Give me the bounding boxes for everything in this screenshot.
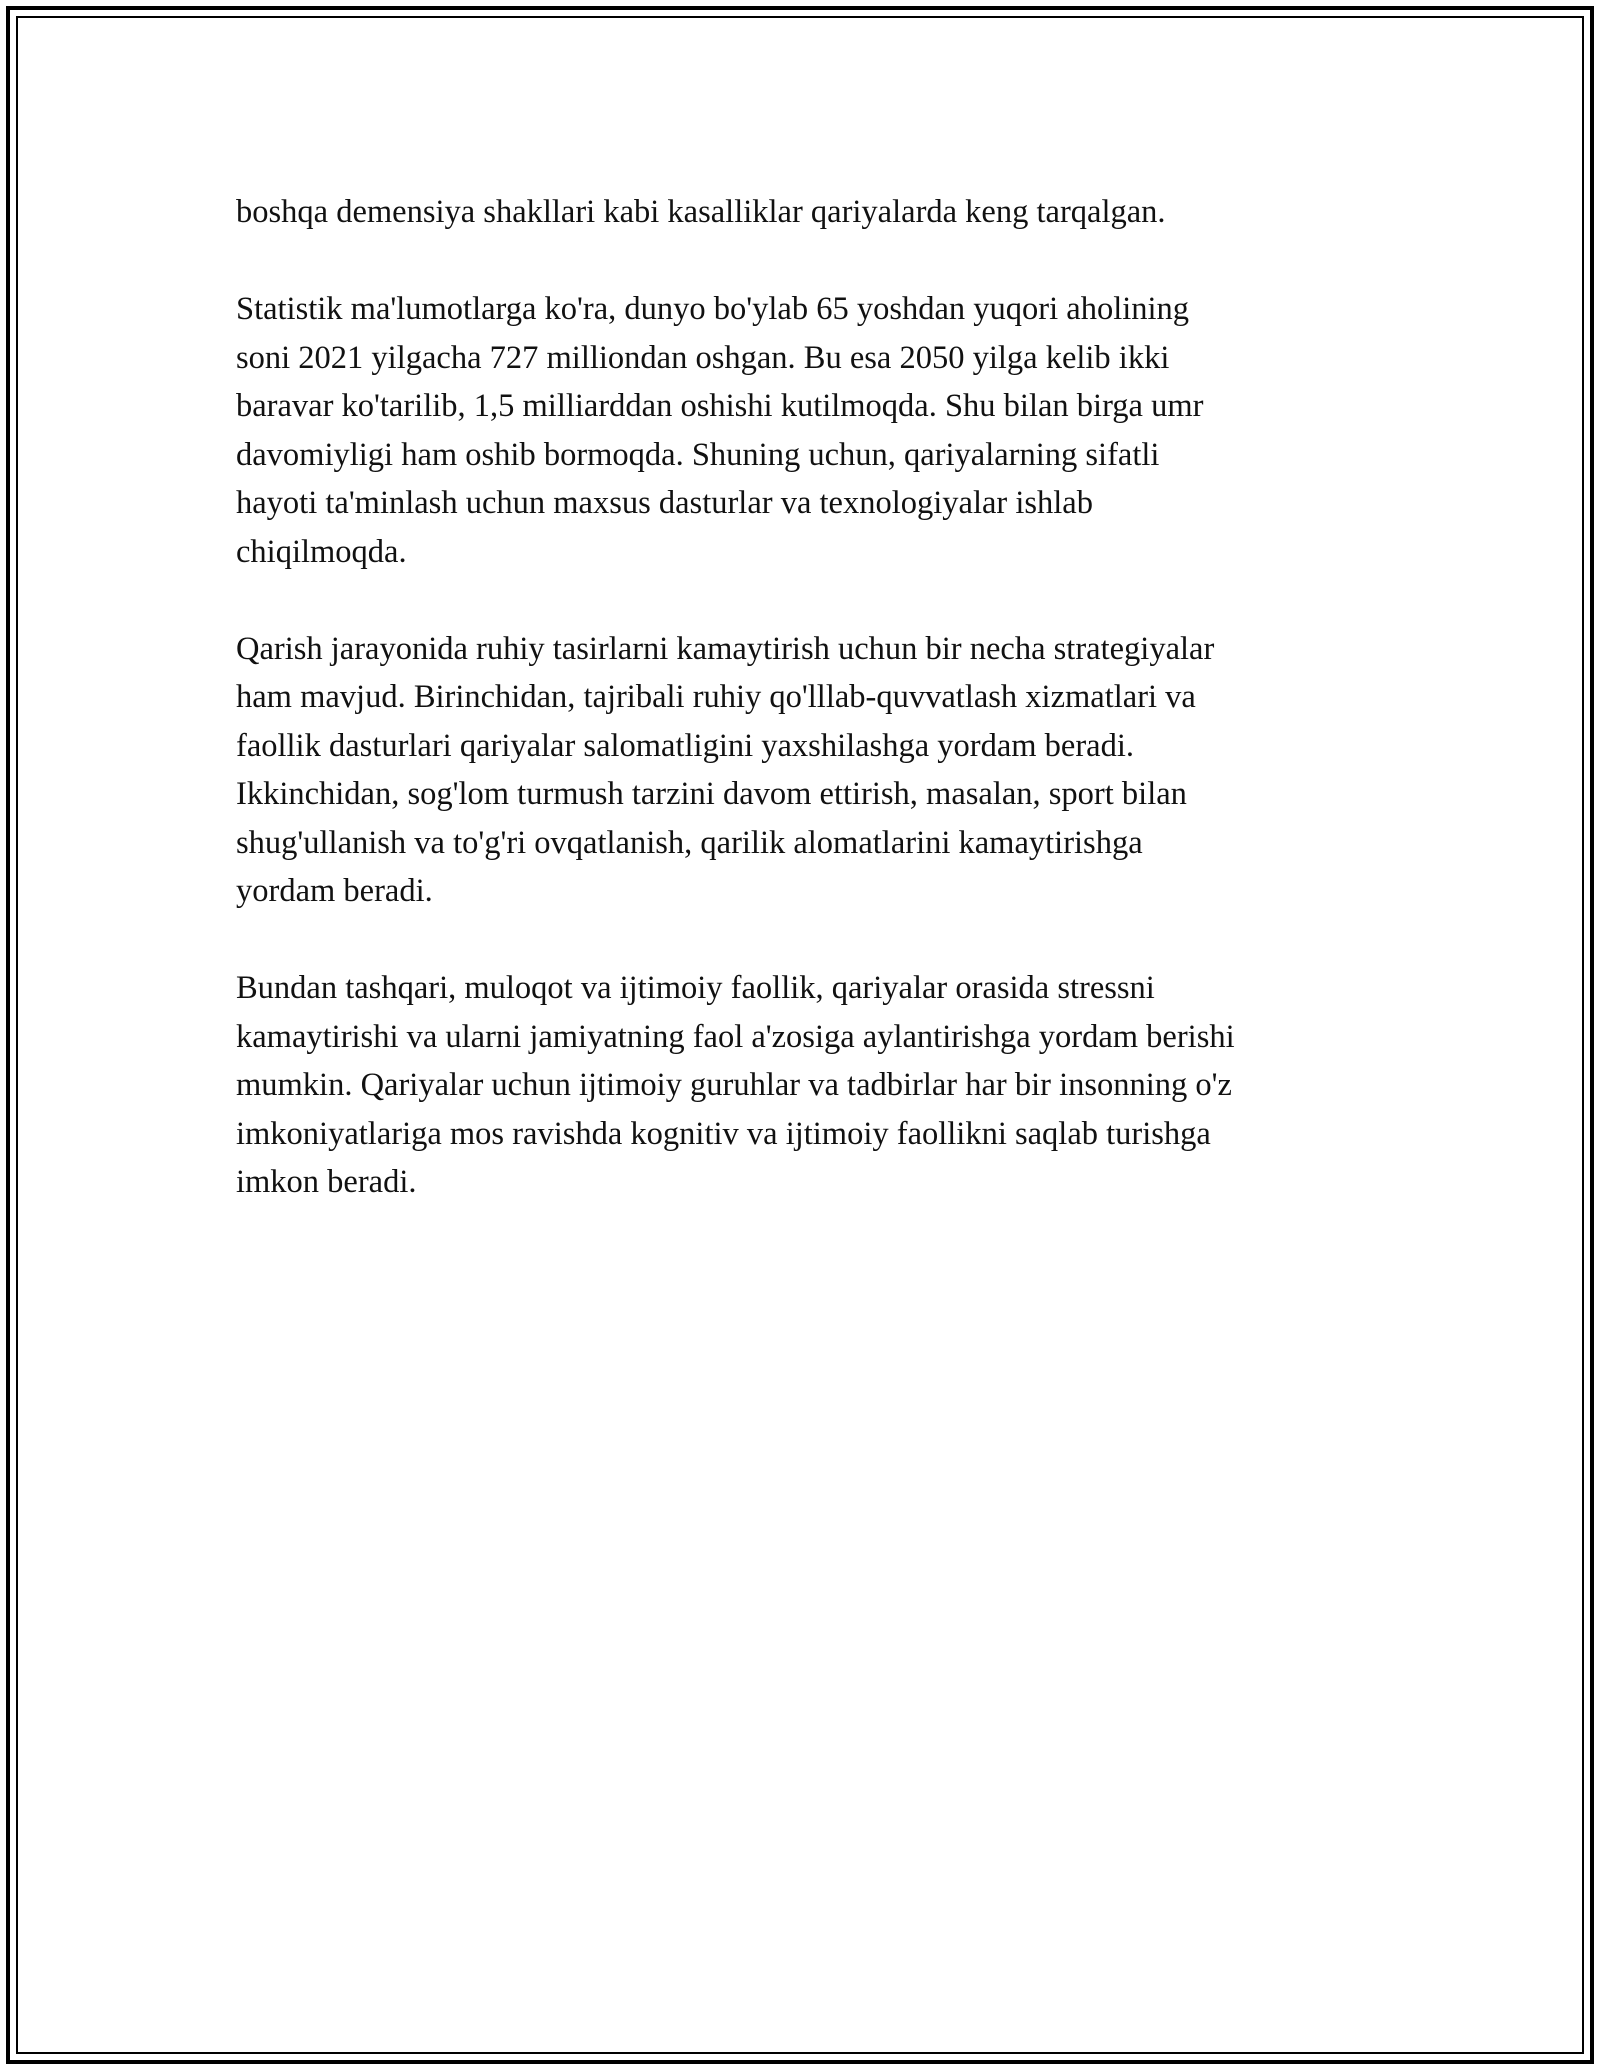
paragraph-1: boshqa demensiya shakllari kabi kasalliklar qariyalarda keng tarqalgan.	[236, 194, 1166, 230]
paragraph-3: Qarish jarayonida ruhiy tasirlarni kamaytirish uchun bir necha strategiyalar ham mavjud. Birinchidan, tajribali ruhiy qo'lllab-quvvatlash xizmatlari va faollik dasturlari qariyalar salomatligini yaxshilashga yordam beradi. Ikkinchidan, sog'lom turmush tarzini davom ettirish, masalan, sport bilan shug'ullanish va to'g'ri ovqatlanish, qarilik alomatlarini kamaytirishga yordam beradi.	[236, 630, 1215, 909]
document-body	[236, 188, 1376, 1255]
paragraph-4: Bundan tashqari, muloqot va ijtimoiy faollik, qariyalar orasida stressni kamaytirishi va ularni jamiyatning faol a'zosiga aylantirishga yordam berishi mumkin. Qariyalar uchun ijtimoiy guruhlar va tadbirlar har bir insonning o'z imkoniyatlariga mos ravishda kognitiv va ijtimoiy faollikni saqlab turishga imkon beradi.	[236, 970, 1235, 1200]
paragraph-2: Statistik ma'lumotlarga ko'ra, dunyo bo'ylab 65 yoshdan yuqori aholining soni 2021 yilgacha 727 milliondan oshgan. Bu esa 2050 yilga kelib ikki baravar ko'tarilib, 1,5 milliarddan oshishi kutilmoqda. Shu bilan birga umr davomiyligi ham oshib bormoqda. Shuning uchun, qariyalarning sifatli hayoti ta'minlash uchun maxsus dasturlar va texnologiyalar ishlab chiqilmoqda.	[236, 291, 1204, 570]
